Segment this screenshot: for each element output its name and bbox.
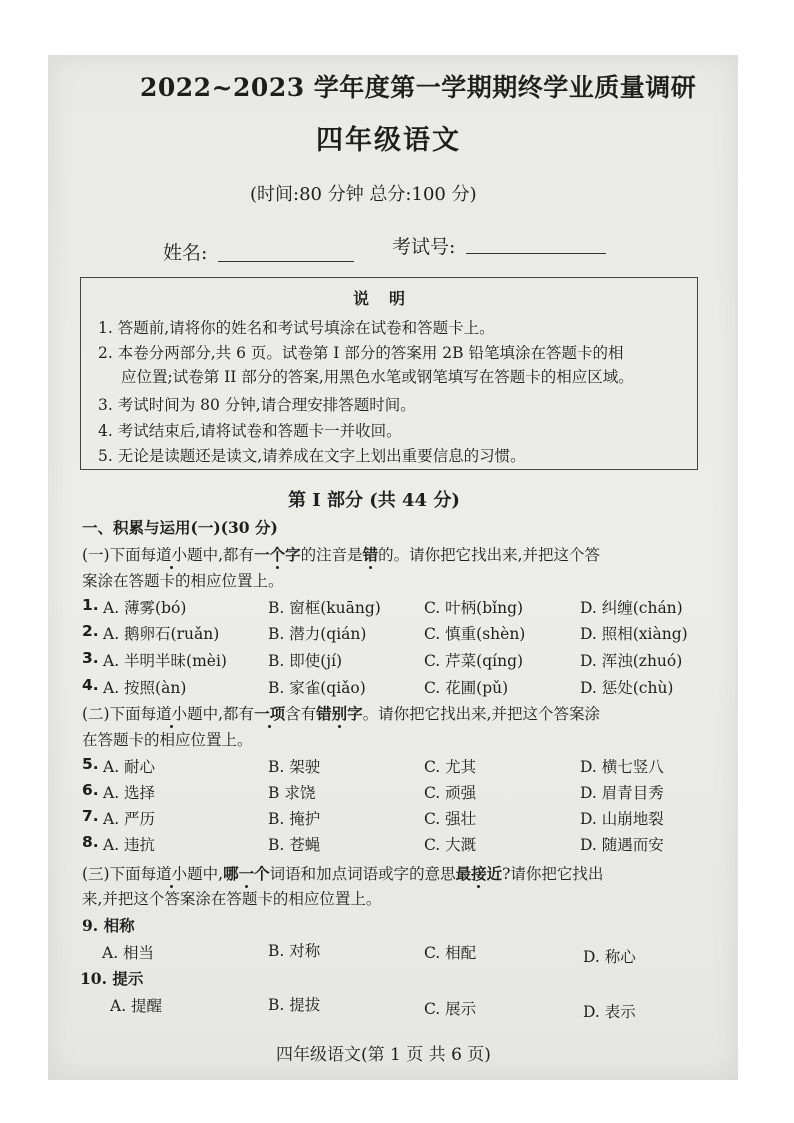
notice-item: 4. 考试结束后,请将试卷和答题卡一并收回。 — [98, 422, 402, 440]
option: B. 提拔 — [268, 996, 321, 1014]
option: D. 称心 — [583, 948, 636, 966]
option: D. 表示 — [583, 1003, 636, 1021]
notice-item: 3. 考试时间为 80 分钟,请合理安排答题时间。 — [98, 396, 416, 414]
option: C. 相配 — [424, 944, 477, 962]
notice-item: 2. 本卷分两部分,共 6 页。试卷第 I 部分的答案用 2B 铅笔填涂在答题卡的相 — [98, 344, 624, 362]
sub2-instruction-line2: 在答题卡的相应位置上。 — [82, 731, 253, 749]
sub3-instruction: (三)下面每道小题中,哪一个词语和加点词语或字的意思最接近?请你把它找出 — [82, 864, 604, 883]
option: A. 提醒 — [110, 997, 163, 1015]
page-footer: 四年级语文(第 1 页 共 6 页) — [276, 1045, 491, 1065]
exam-title: 2022~2023 学年度第一学期期终学业质量调研 — [140, 73, 697, 102]
sub3-instruction-line2: 来,并把这个答案涂在答题卡的相应位置上。 — [82, 890, 382, 908]
notice-box — [80, 277, 698, 470]
exam-paper — [48, 55, 738, 1080]
sub1-instruction: (一)下面每道小题中,都有一个字的注音是错的。请你把它找出来,并把这个答 — [82, 545, 601, 564]
option: A. 相当 — [102, 944, 155, 962]
exam-no-label: 考试号: — [392, 236, 456, 258]
sub1-instruction-line2: 案涂在答题卡的相应位置上。 — [82, 572, 284, 590]
name-label: 姓名: — [163, 242, 208, 264]
sub2-instruction: (二)下面每道小题中,都有一项含有错别字。请你把它找出来,并把这个答案涂 — [82, 704, 601, 723]
notice-title: 说明 — [352, 289, 425, 308]
option: C. 展示 — [424, 1000, 477, 1018]
time-info: (时间:80 分钟 总分:100 分) — [250, 184, 477, 205]
notice-item: 5. 无论是读题还是读文,请养成在文字上划出重要信息的习惯。 — [98, 447, 526, 465]
name-field[interactable] — [218, 261, 354, 262]
notice-item: 1. 答题前,请将你的姓名和考试号填涂在试卷和答题卡上。 — [98, 319, 495, 337]
part-title: 第 I 部分 (共 44 分) — [288, 490, 460, 511]
option: B. 对称 — [268, 942, 321, 960]
subject-title: 四年级语文 — [316, 125, 461, 156]
exam-no-field[interactable] — [466, 253, 606, 254]
question-stem: 10. 提示 — [80, 969, 144, 988]
notice-item: 应位置;试卷第 II 部分的答案,用黑色水笔或钢笔填写在答题卡的相应区域。 — [121, 368, 634, 386]
section-title: 一、积累与运用(一)(30 分) — [82, 518, 278, 537]
question-stem: 9. 相称 — [82, 916, 135, 935]
